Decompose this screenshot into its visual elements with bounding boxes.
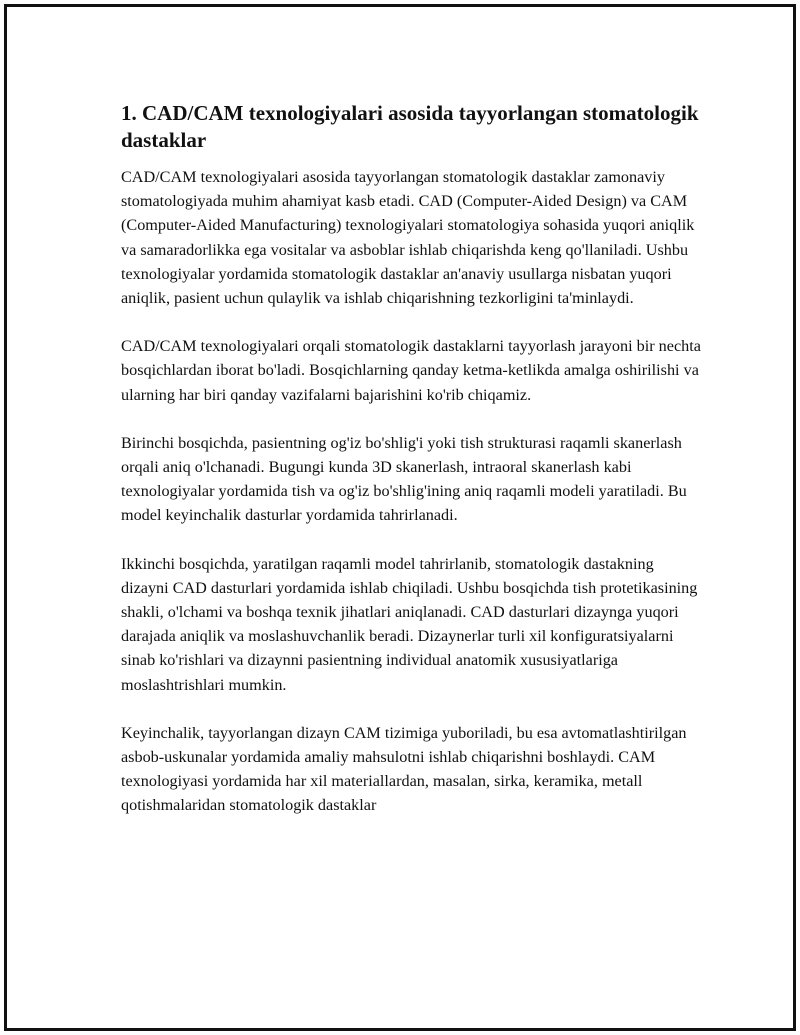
paragraph-process-overview: CAD/CAM texnologiyalari orqali stomatologik dastaklarni tayyorlash jarayoni bir nechta bosqichlardan iborat bo'ladi. Bosqichlarning qanday ketma-ketlikda amalga oshirilishi va ularning har biri qanday vazifalarni bajarishini ko'rib chiqamiz. [121, 337, 701, 404]
document-body [121, 100, 701, 842]
paragraph-stage-two: Ikkinchi bosqichda, yaratilgan raqamli model tahrirlanib, stomatologik dastakning dizayni CAD dasturlari yordamida ishlab chiqiladi. Ushbu bosqichda tish protetikasining shakli, o'lchami va boshqa texnik jihatlari aniqlanadi. CAD dasturlari dizaynga yuqori darajada aniqlik va moslashuvchanlik beradi. Dizaynerlar turli xil konfiguratsiyalarni sinab ko'rishlari va dizaynni pasientning individual anatomik xususiyatlariga moslashtrishlari mumkin. [121, 554, 698, 694]
section-heading: 1. CAD/CAM texnologiyalari asosida tayyorlangan stomatologik dastaklar [121, 101, 699, 152]
paragraph-stage-three: Keyinchalik, tayyorlangan dizayn CAM tizimiga yuboriladi, bu esa avtomatlashtirilgan asbob-uskunalar yordamida amaliy mahsulotni ishlab chiqarishni boshlaydi. CAM texnologiyasi yordamida har xil materiallardan, masalan, sirka, keramika, metall qotishmalaridan stomatologik dastaklar [121, 723, 687, 815]
paragraph-stage-one: Birinchi bosqichda, pasientning og'iz bo'shlig'i yoki tish strukturasi raqamli skanerlash orqali aniq o'lchanadi. Bugungi kunda 3D skanerlash, intraoral skanerlash kabi texnologiyalar yordamida tish va og'iz bo'shlig'ining aniq raqamli modeli yaratiladi. Bu model keyinchalik dasturlar yordamida tahrirlanadi. [121, 433, 687, 525]
page-frame [4, 4, 796, 1031]
paragraph-intro: CAD/CAM texnologiyalari asosida tayyorlangan stomatologik dastaklar zamonaviy stomatologiyada muhim ahamiyat kasb etadi. CAD (Computer-Aided Design) va CAM (Computer-Aided Manufacturing) texnologiyalari stomatologiya sohasida yuqori aniqlik va samaradorlikka ega vositalar va asboblar ishlab chiqarishda keng qo'llaniladi. Ushbu texnologiyalar yordamida stomatologik dastaklar an'anaviy usullarga nisbatan yuqori aniqlik, pasient uchun qulaylik va ishlab chiqarishning tezkorligini ta'minlaydi. [121, 168, 695, 308]
